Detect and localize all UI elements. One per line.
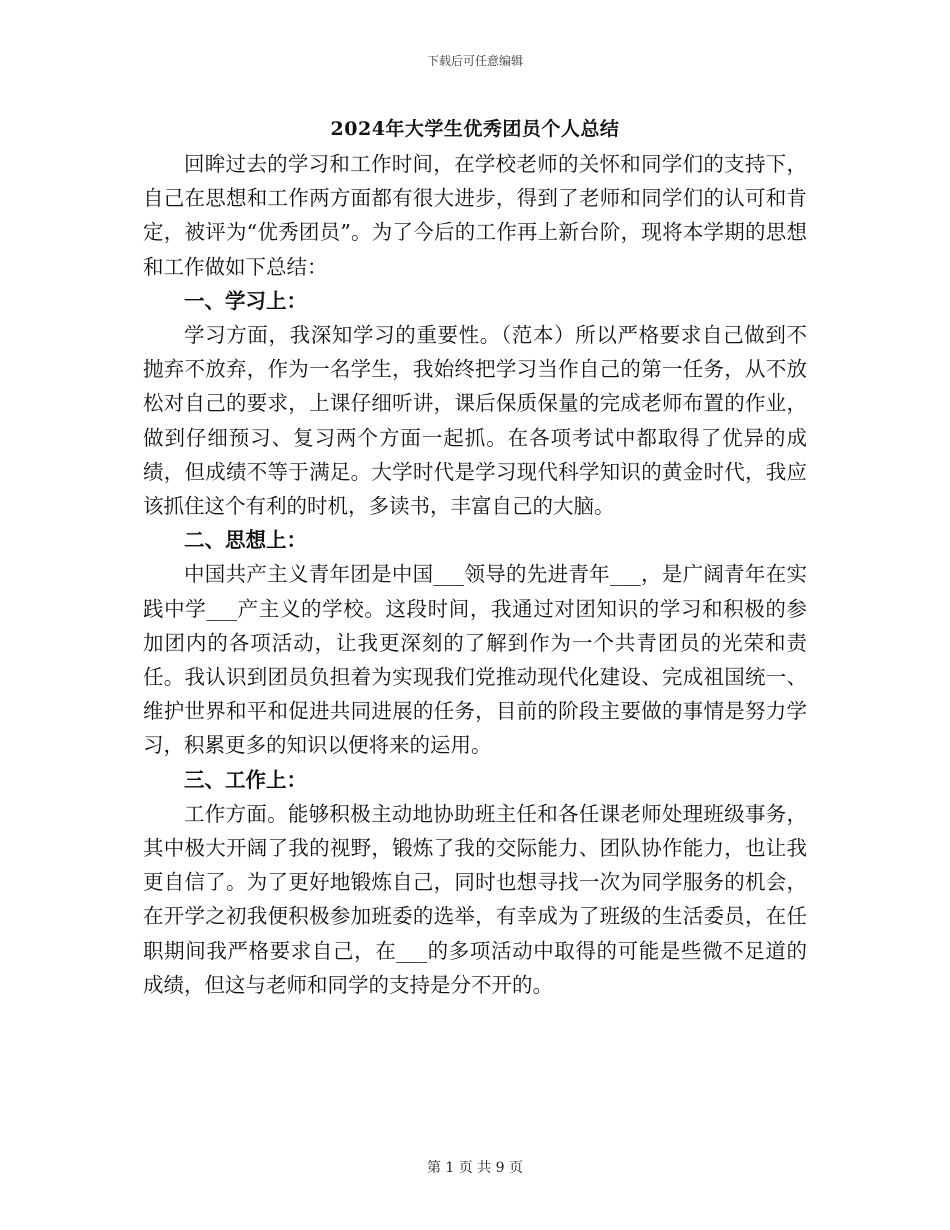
work-paragraph: 工作方面。能够积极主动地协助班主任和各任课老师处理班级事务，其中极大开阔了我的视野，锻炼了我的交际能力、团队协作能力，也让我更自信了。为了更好地锻炼自己，同时也想寻找一次为同学服务的机会，在开学之初我便积极参加班委的选举，有幸成为了班级的生活委员，在任职期间我严格要求自己，在___的多项活动中取得的可能是些微不足道的成绩，但这与老师和同学的支持是分不开的。 [143, 801, 807, 997]
page-header-note: 下载后可任意编辑 [426, 54, 523, 68]
section-heading-thought: 二、思想上： [184, 528, 307, 553]
section-heading-study: 一、学习上： [184, 288, 307, 313]
thought-paragraph: 中国共产主义青年团是中国___领导的先进青年___，是广阔青年在实践中学___产主义的学校。这段时间，我通过对团知识的学习和积极的参加团内的各项活动，让我更深刻的了解到作为一个共青团员的光荣和责任。我认识到团员负担着为实现我们党推动现代化建设、完成祖国统一、维护世界和平和促进共同进展的任务，目前的阶段主要做的事情是努力学习，积累更多的知识以便将来的运用。 [143, 562, 807, 758]
section-heading-work: 三、工作上： [184, 767, 307, 792]
study-paragraph: 学习方面，我深知学习的重要性。（范本）所以严格要求自己做到不抛弃不放弃，作为一名学生，我始终把学习当作自己的第一任务，从不放松对自己的要求，上课仔细听讲，课后保质保量的完成老师布置的作业，做到仔细预习、复习两个方面一起抓。在各项考试中都取得了优异的成绩，但成绩不等于满足。大学时代是学习现代科学知识的黄金时代，我应该抓住这个有利的时机，多读书，丰富自己的大脑。 [143, 323, 807, 519]
document-title: 2024年大学生优秀团员个人总结 [330, 118, 620, 140]
document-body [143, 147, 807, 1002]
intro-paragraph: 回眸过去的学习和工作时间，在学校老师的关怀和同学们的支持下，自己在思想和工作两方面都有很大进步，得到了老师和同学们的认可和肯定，被评为“优秀团员”。为了今后的工作再上新台阶，现将本学期的思想和工作做如下总结： [143, 152, 807, 279]
page-number-footer: 第 1 页 共 9 页 [426, 1160, 524, 1176]
